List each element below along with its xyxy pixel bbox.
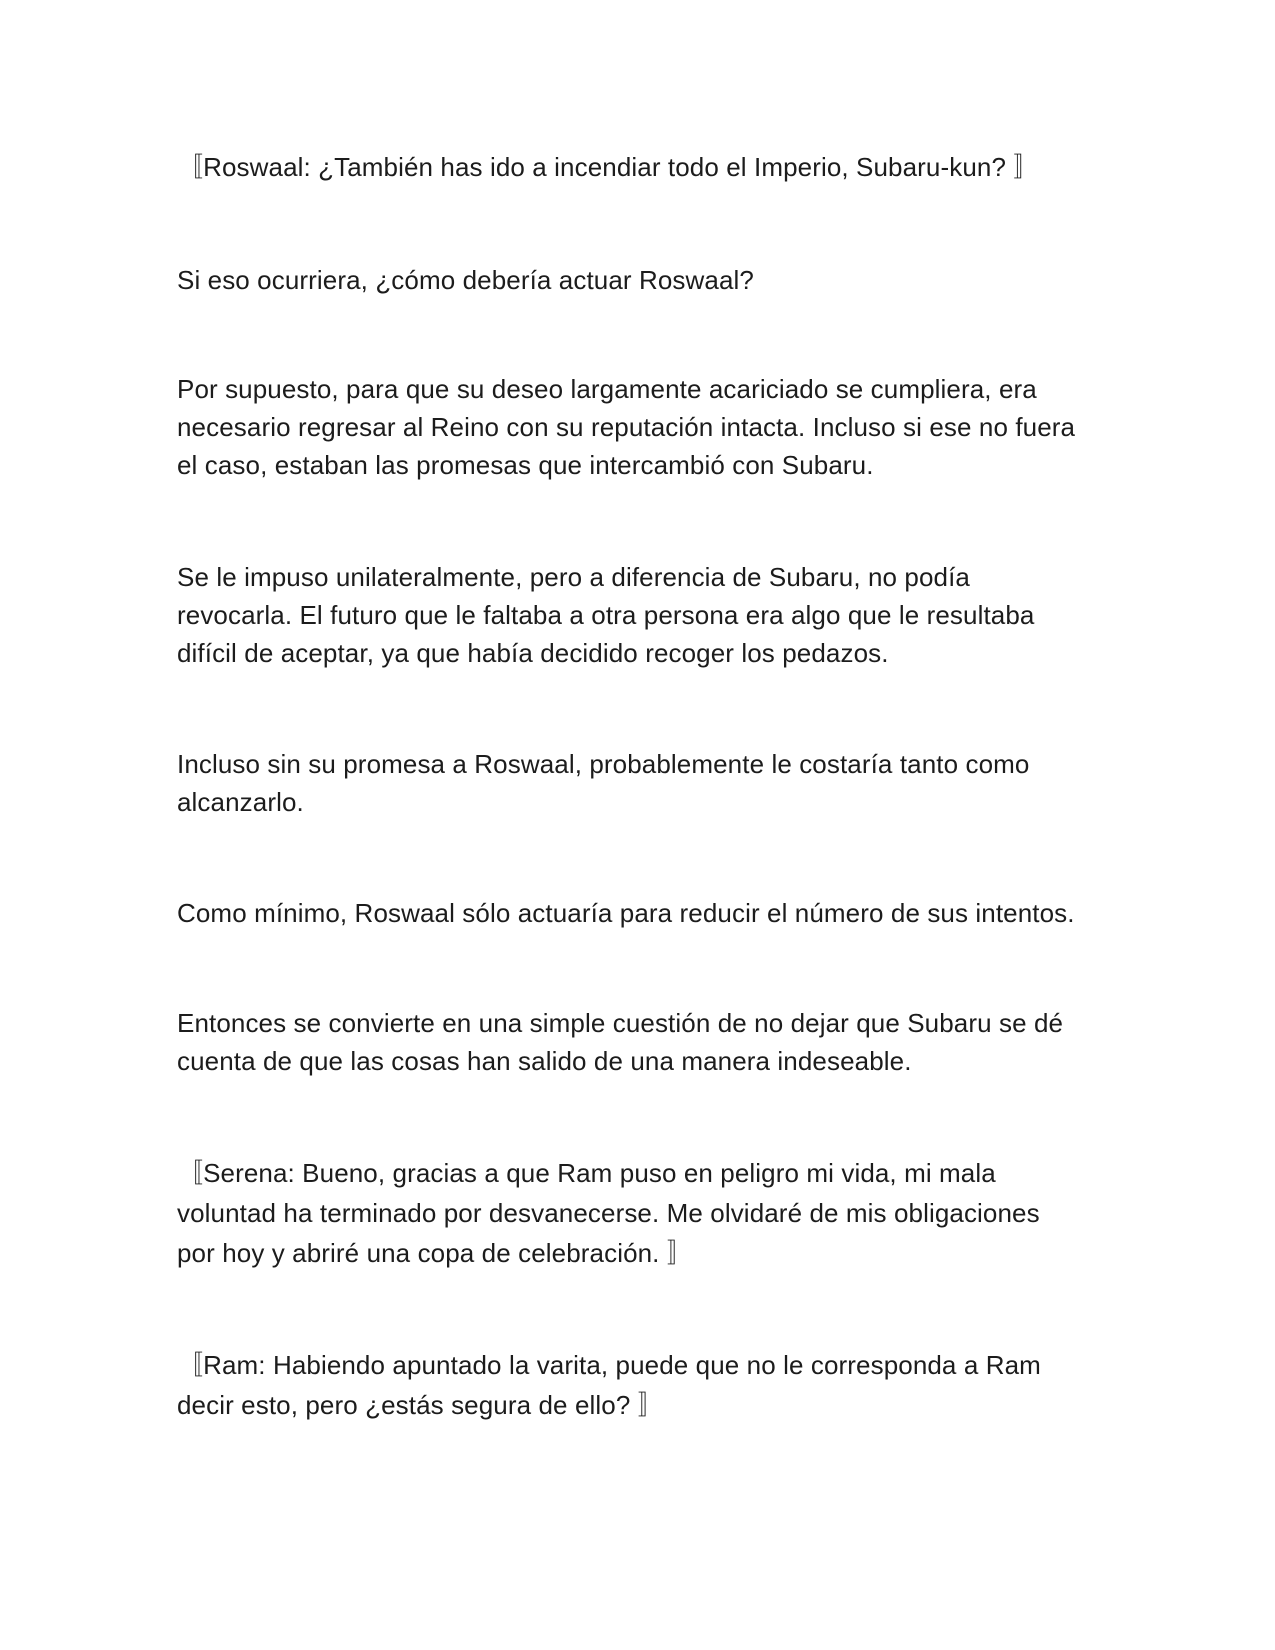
text-line: 〚Roswaal: ¿También has ido a incendiar todo el Imperio, Subaru-kun? 〛 — [177, 152, 1040, 182]
text-line: Se le impuso unilateralmente, pero a diferencia de Subaru, no podía — [177, 562, 970, 592]
text-line: decir esto, pero ¿estás segura de ello? 〛 — [177, 1390, 664, 1420]
dialogue-serena — [177, 1153, 1107, 1273]
text-line: alcanzarlo. — [177, 787, 304, 817]
text-line: Por supuesto, para que su deseo largamente acariciado se cumpliera, era — [177, 374, 1037, 404]
text-line: Si eso ocurriera, ¿cómo debería actuar Roswaal? — [177, 265, 754, 295]
dialogue-ram — [177, 1345, 1107, 1425]
text-line: Como mínimo, Roswaal sólo actuaría para reducir el número de sus intentos. — [177, 898, 1075, 928]
paragraph — [177, 558, 1107, 672]
paragraph — [177, 894, 1107, 932]
text-line: el caso, estaban las promesas que intercambió con Subaru. — [177, 450, 874, 480]
paragraph — [177, 745, 1107, 821]
text-line: cuenta de que las cosas han salido de una manera indeseable. — [177, 1046, 912, 1076]
paragraph — [177, 261, 1107, 299]
text-line: por hoy y abriré una copa de celebración. 〛 — [177, 1238, 693, 1268]
text-line: 〚Serena: Bueno, gracias a que Ram puso en peligro mi vida, mi mala — [177, 1158, 996, 1188]
text-line: revocarla. El futuro que le faltaba a otra persona era algo que le resultaba — [177, 600, 1035, 630]
text-line: necesario regresar al Reino con su reputación intacta. Incluso si ese no fuera — [177, 412, 1076, 442]
text-line: Incluso sin su promesa a Roswaal, probablemente le costaría tanto como — [177, 749, 1030, 779]
text-line: difícil de aceptar, ya que había decidido recoger los pedazos. — [177, 638, 889, 668]
text-line: 〚Ram: Habiendo apuntado la varita, puede que no le corresponda a Ram — [177, 1350, 1041, 1380]
dialogue-roswaal — [177, 148, 1107, 186]
text-line: voluntad ha terminado por desvanecerse. Me olvidaré de mis obligaciones — [177, 1198, 1040, 1228]
text-line: Entonces se convierte en una simple cuestión de no dejar que Subaru se dé — [177, 1008, 1064, 1038]
paragraph — [177, 1004, 1107, 1080]
paragraph — [177, 370, 1107, 484]
